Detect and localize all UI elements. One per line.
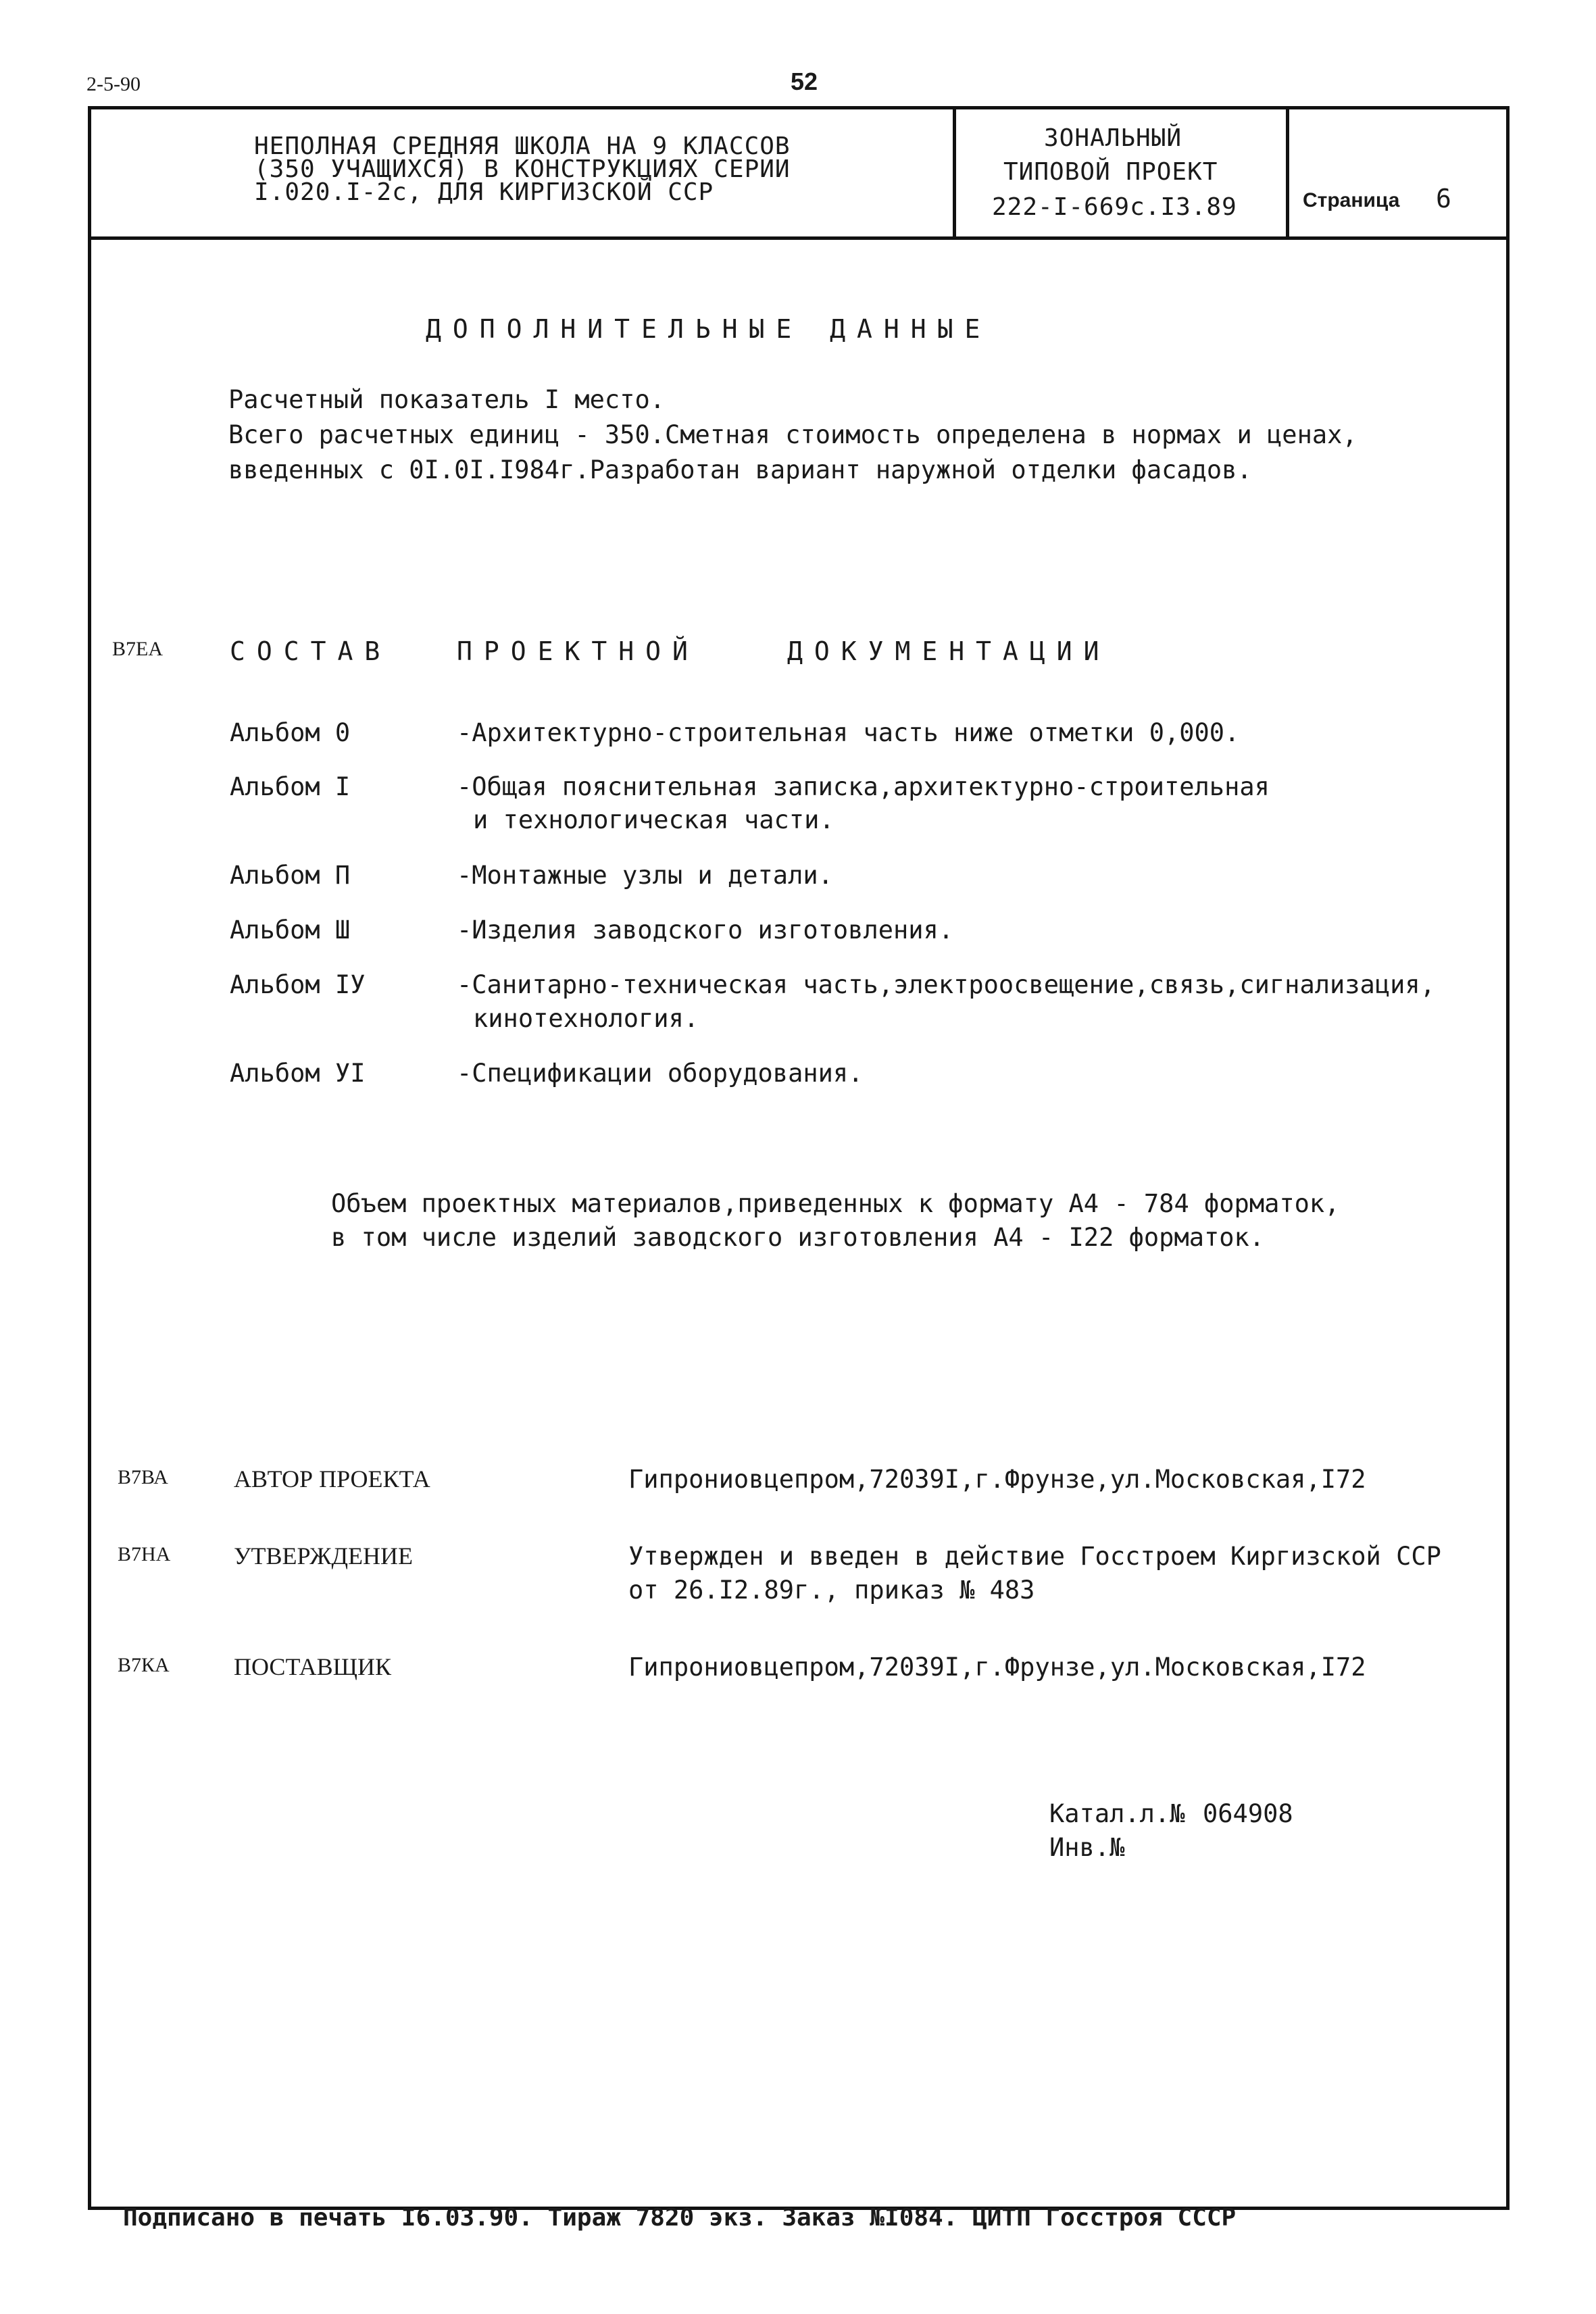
record-value: Гипрониовцепром,72039I,г.Фрунзе,ул.Московская,I72 <box>628 1465 1366 1494</box>
record-label: УТВЕРЖДЕНИЕ <box>234 1542 414 1569</box>
album-description: -Изделия заводского изготовления. <box>457 915 954 945</box>
album-description: кинотехнология. <box>473 1004 699 1033</box>
record-code: В7ВА <box>118 1466 168 1488</box>
page-label: Страница <box>1303 189 1400 211</box>
composition-heading: ПРОЕКТНОЙ <box>457 636 699 666</box>
album-name: Альбом I <box>230 772 351 801</box>
album-name: Альбом 0 <box>230 718 351 747</box>
album-name: Альбом УI <box>230 1059 366 1088</box>
composition-heading: СОСТАВ <box>230 636 392 666</box>
album-description: -Монтажные узлы и детали. <box>457 861 833 890</box>
project-title-line: I.020.I-2с, ДЛЯ КИРГИЗСКОЙ ССР <box>254 178 714 206</box>
volume-line: в том числе изделий заводского изготовления А4 - I22 форматок. <box>331 1223 1265 1252</box>
record-value: от 26.I2.89г., приказ № 483 <box>628 1576 1035 1605</box>
record-label: ПОСТАВЩИК <box>234 1653 391 1680</box>
page-value: 6 <box>1436 184 1451 213</box>
composition-heading: ДОКУМЕНТАЦИИ <box>787 636 1111 666</box>
additional-data-heading: ДОПОЛНИТЕЛЬНЫЕ ДАННЫЕ <box>426 314 992 344</box>
album-description: -Архитектурно-строительная часть ниже отметки 0,000. <box>457 718 1240 747</box>
project-type-line: ТИПОВОЙ ПРОЕКТ <box>1003 158 1218 186</box>
album-description: и технологическая части. <box>473 805 834 834</box>
title-block-divider <box>1286 106 1289 240</box>
project-title-line: НЕПОЛНАЯ СРЕДНЯЯ ШКОЛА НА 9 КЛАССОВ <box>254 132 791 160</box>
additional-line: Расчетный показатель I место. <box>228 385 666 414</box>
album-description: -Общая пояснительная записка,архитектурно-строительная <box>457 772 1270 801</box>
record-label: АВТОР ПРОЕКТА <box>234 1465 430 1492</box>
catalog-label: Катал.л.№ <box>1049 1799 1185 1828</box>
project-title-line: (350 УЧАЩИХСЯ) В КОНСТРУКЦИЯХ СЕРИИ <box>254 155 791 183</box>
record-code: В7КА <box>118 1654 170 1676</box>
section-code: В7ЕА <box>112 638 163 660</box>
additional-line: Всего расчетных единиц - 350.Сметная стоимость определена в нормах и ценах, <box>228 420 1357 449</box>
inventory-label: Инв.№ <box>1049 1833 1125 1862</box>
additional-line: введенных с 0I.0I.I984г.Разработан вариант наружной отделки фасадов. <box>228 455 1252 484</box>
print-footer: Подписано в печать I6.03.90. Тираж 7820 экз. Заказ №I084. ЦИТП Госстроя СССР <box>123 2204 1237 2232</box>
album-name: Альбом Ш <box>230 915 351 945</box>
project-number: 222-I-669с.I3.89 <box>992 193 1237 221</box>
album-name: Альбом П <box>230 861 351 890</box>
document-code: 2-5-90 <box>86 73 141 95</box>
album-description: -Спецификации оборудования. <box>457 1059 864 1088</box>
catalog-value: 064908 <box>1203 1799 1293 1828</box>
project-type-line: ЗОНАЛЬНЫЙ <box>1044 124 1182 152</box>
record-value: Гипрониовцепром,72039I,г.Фрунзе,ул.Московская,I72 <box>628 1653 1366 1682</box>
volume-line: Объем проектных материалов,приведенных к формату А4 - 784 форматок, <box>331 1189 1340 1218</box>
album-description: -Санитарно-техническая часть,электроосвещение,связь,сигнализация, <box>457 970 1435 999</box>
record-value: Утвержден и введен в действие Госстроем Киргизской ССР <box>628 1542 1441 1571</box>
page-number: 52 <box>791 68 818 95</box>
album-name: Альбом IУ <box>230 970 366 999</box>
record-code: В7НА <box>118 1543 171 1565</box>
title-block-divider <box>953 106 956 240</box>
